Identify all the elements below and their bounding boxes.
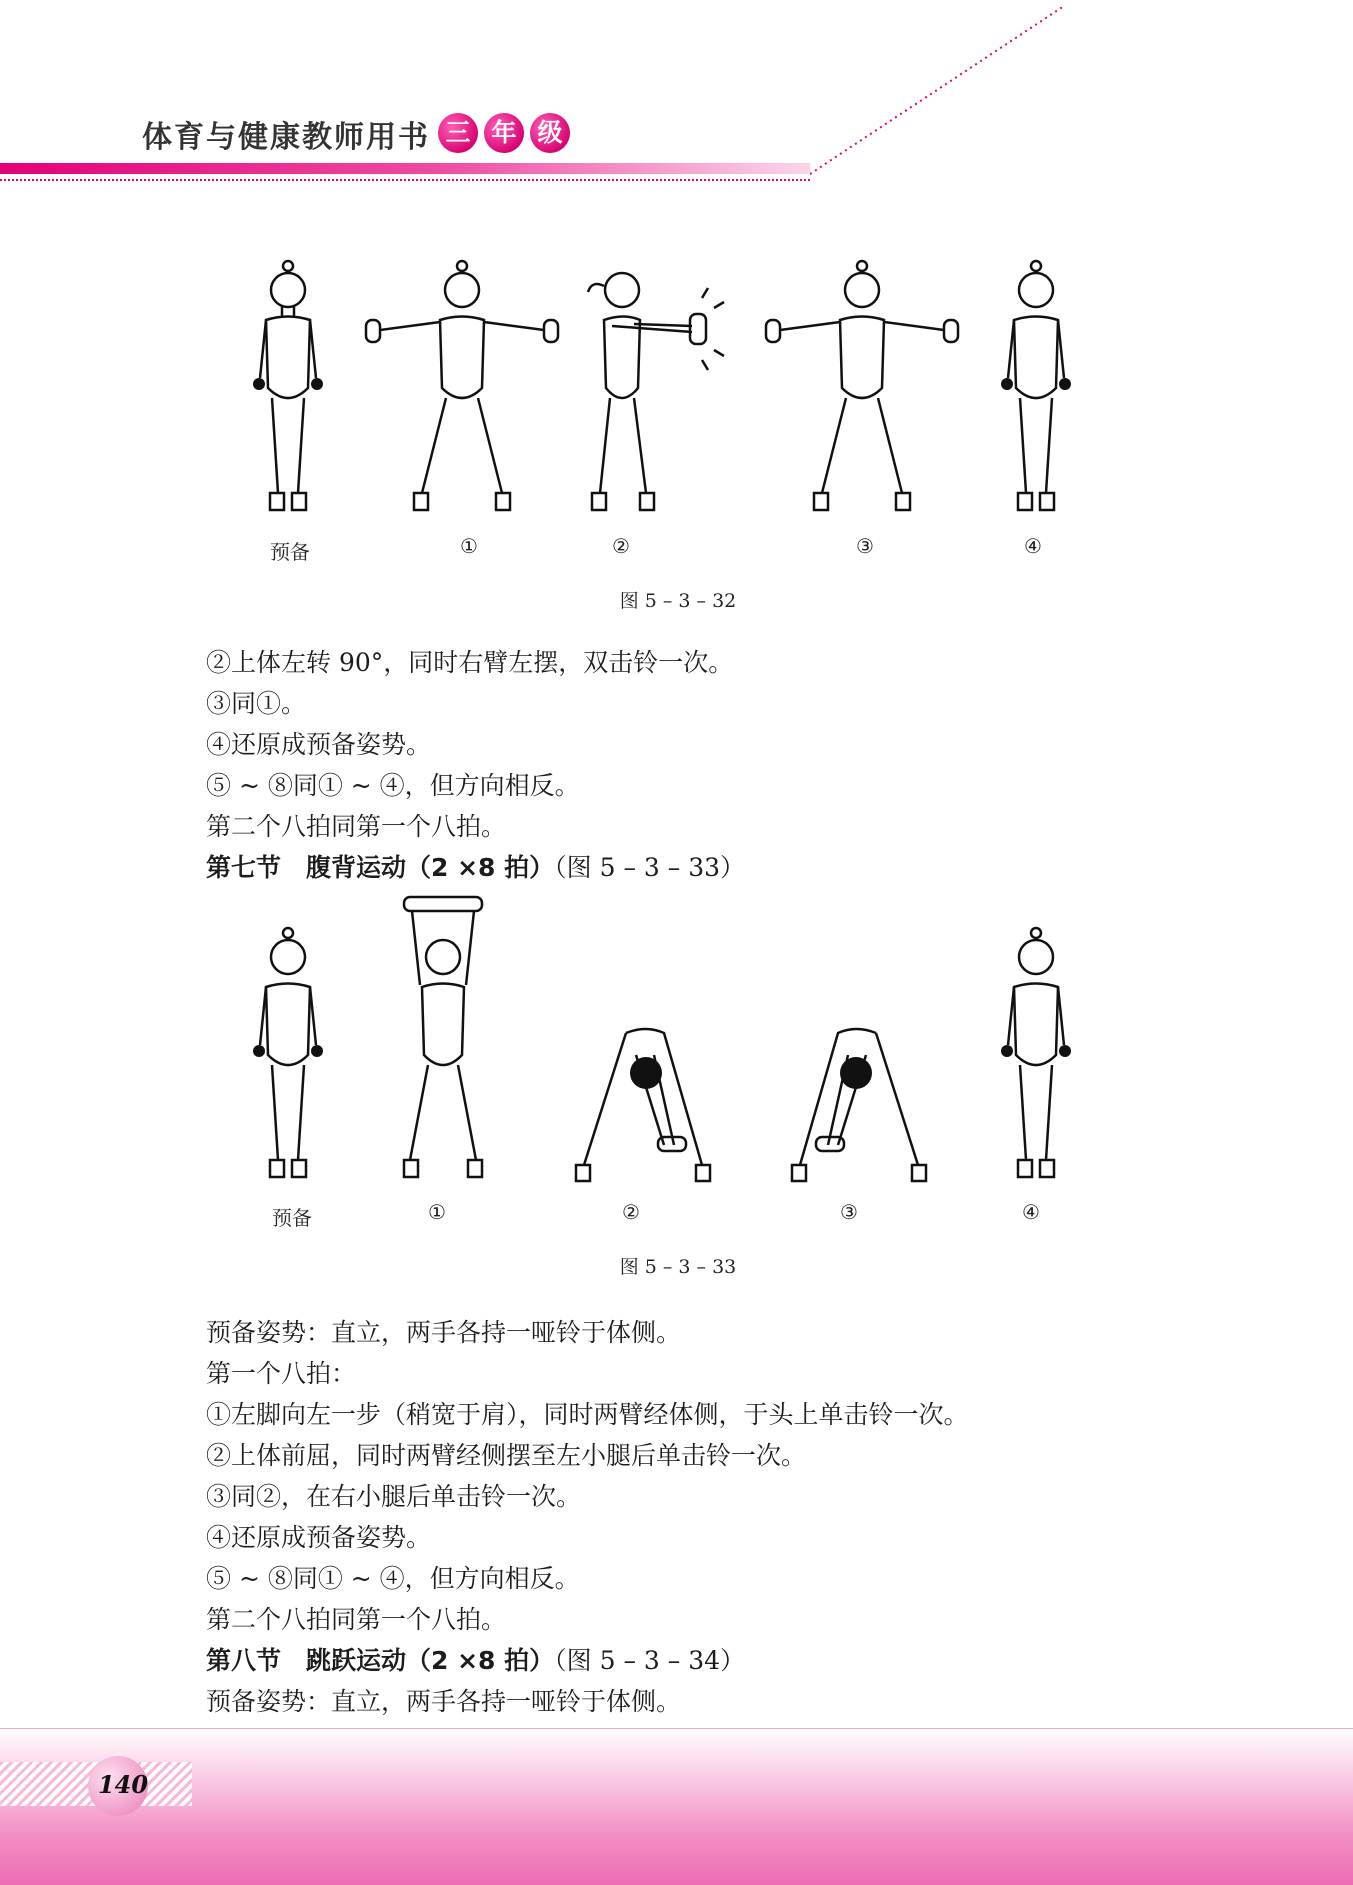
- section-7-heading: 第七节 腹背运动（2 ×8 拍）: [206, 853, 555, 882]
- text-line: ⑤ ~ ⑧同① ~ ④，但方向相反。: [206, 1564, 580, 1593]
- section-8-heading: 第八节 跳跃运动（2 ×8 拍）: [206, 1646, 555, 1675]
- figure-step-1-arms-out: [362, 258, 562, 518]
- section-7-heading-line: [206, 848, 745, 884]
- figure-ready-pose: [248, 258, 328, 518]
- figure-step-3-arms-out: [762, 258, 962, 518]
- section-7-figure-ref: （图 5 – 3 – 33）: [554, 853, 746, 882]
- figure-step-4-ready: [996, 258, 1076, 518]
- figure-step-2-twist: [582, 258, 732, 518]
- figure-33-label-2: ②: [622, 1200, 640, 1224]
- header-band: [0, 163, 810, 174]
- text-line: 第一个八拍：: [206, 1359, 357, 1388]
- text-line: 预备姿势：直立，两手各持一哑铃于体侧。: [206, 1318, 682, 1347]
- text-line: 预备姿势：直立，两手各持一哑铃于体侧。: [206, 1687, 682, 1716]
- footer-band: [0, 1728, 1353, 1885]
- text-line: ②上体左转 90°，同时右臂左摆，双击铃一次。: [206, 648, 734, 677]
- text-line: ②上体前屈，同时两臂经侧摆至左小腿后单击铃一次。: [206, 1441, 807, 1470]
- figure-33-caption: 图 5 – 3 – 33: [619, 1256, 737, 1278]
- grade-badge-3: 级: [530, 113, 570, 153]
- text-line: ③同①。: [206, 689, 307, 718]
- book-title: 体育与健康教师用书: [142, 120, 430, 155]
- text-line: ⑤ ~ ⑧同① ~ ④，但方向相反。: [206, 771, 580, 800]
- text-line: ④还原成预备姿势。: [206, 1523, 432, 1552]
- figure-33-label-1: ①: [428, 1200, 446, 1224]
- figure-step-1-arms-up: [398, 895, 488, 1185]
- header-dotted-line: [0, 179, 810, 181]
- figure-32-label-2: ②: [612, 534, 630, 558]
- figure-step-4-ready: [996, 925, 1076, 1185]
- figure-step-3-bend: [776, 1025, 936, 1185]
- text-line: 第二个八拍同第一个八拍。: [206, 1605, 507, 1634]
- text-line: ①左脚向左一步（稍宽于肩），同时两臂经体侧，于头上单击铃一次。: [206, 1400, 969, 1429]
- figure-32-label-ready: 预备: [270, 540, 310, 564]
- figure-33-label-3: ③: [840, 1200, 858, 1224]
- figure-32-caption: 图 5 – 3 – 32: [619, 590, 737, 612]
- page-number: 140: [97, 1770, 149, 1799]
- section-8-figure-ref: （图 5 – 3 – 34）: [554, 1646, 746, 1675]
- figure-33-label-4: ④: [1022, 1200, 1040, 1224]
- text-line: 第二个八拍同第一个八拍。: [206, 812, 507, 841]
- text-line: ④还原成预备姿势。: [206, 730, 432, 759]
- grade-badge-1: 三: [438, 113, 478, 153]
- section-8-heading-line: [206, 1641, 745, 1677]
- figure-32-label-4: ④: [1024, 534, 1042, 558]
- figure-step-2-bend: [566, 1025, 726, 1185]
- footer-divider: [0, 1728, 1353, 1729]
- figure-33-label-ready: 预备: [272, 1206, 312, 1230]
- figure-32-label-1: ①: [460, 534, 478, 558]
- figure-32-label-3: ③: [856, 534, 874, 558]
- text-line: ③同②，在右小腿后单击铃一次。: [206, 1482, 582, 1511]
- figure-ready-pose: [248, 925, 328, 1185]
- grade-badge-2: 年: [484, 113, 524, 153]
